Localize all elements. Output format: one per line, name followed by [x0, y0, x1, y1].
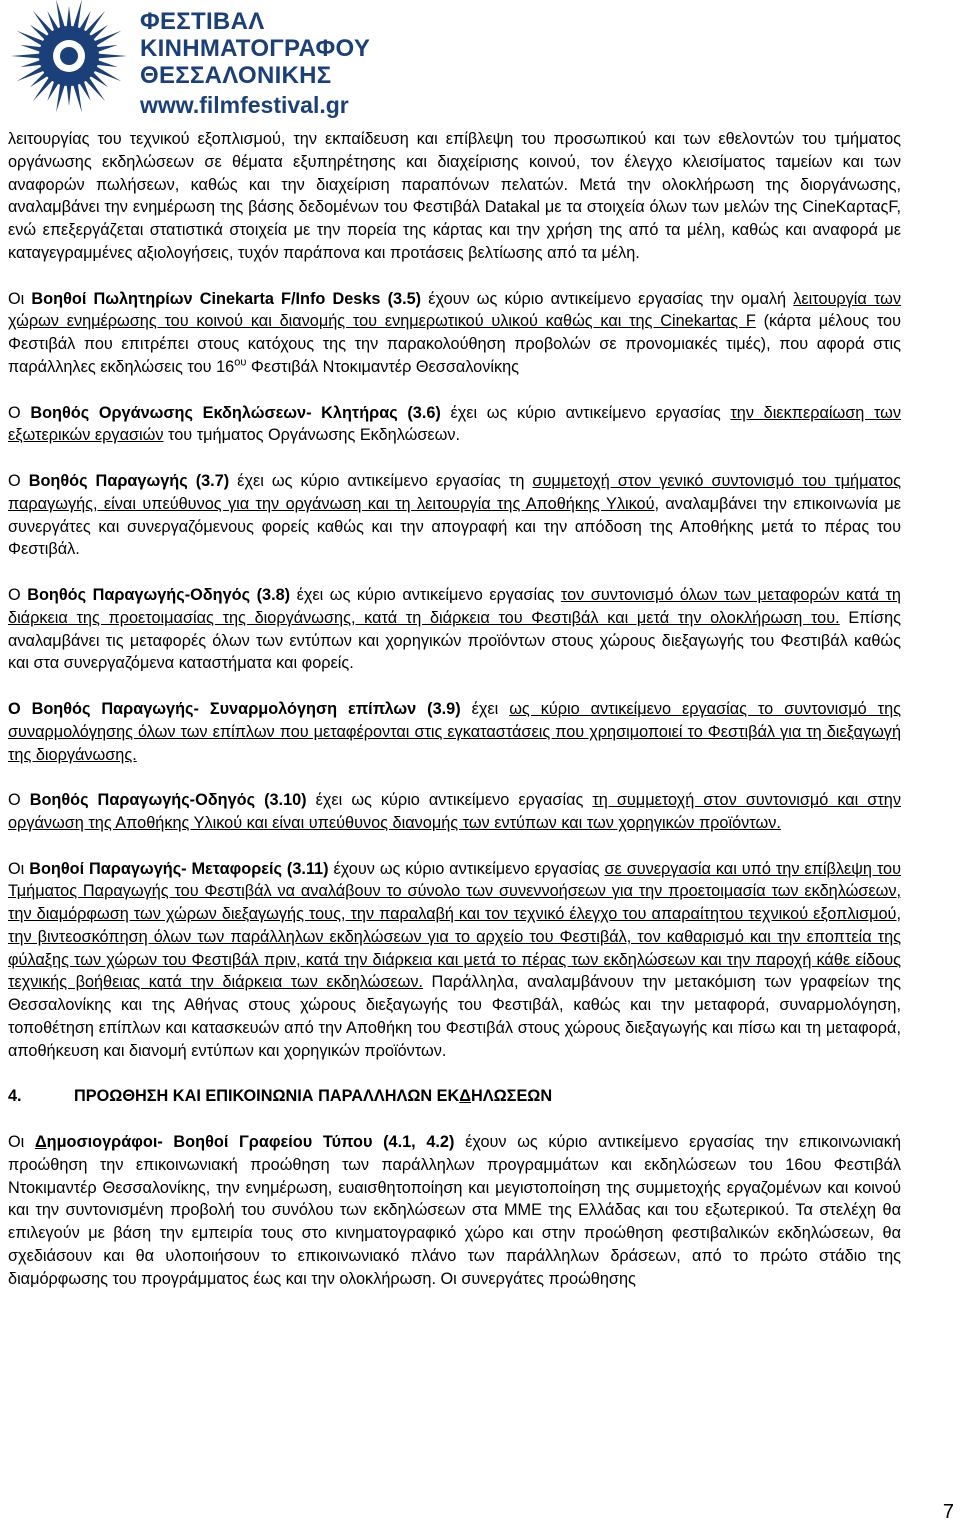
section-title-underlined-letter: Δ — [459, 1087, 471, 1106]
underlined-text: τον συντονισμό όλων των μεταφορών κατά τη διάρκεια της προετοιμασίας της διοργάνωσης, κατά τη διάρκεια του Φεστιβάλ και μετά την ολοκλήρωση του. — [8, 585, 901, 627]
text: Επίσης αναλαμβάνει τις μεταφορές όλων των εντύπων και χορηγικών προϊόντων στους χώρους διεξαγωγής του Φεστιβάλ καθώς και στα συνεργαζόμενα καταστήματα και φορείς. — [8, 608, 901, 673]
header — [0, 0, 960, 125]
logo-ray — [96, 45, 118, 52]
text: έχουν ως κύριο αντικείμενο εργασίας την επικοινωνιακή προώθηση την επικοινωνιακή προώθηση των παράλληλων προγραμμάτων και εκδηλώσεων του 16ου Φεστιβάλ Ντοκιμαντέρ Θεσσαλονίκης, την ενημέρωση, ευαισθητοποίηση και μεγιστοποίηση της συμμετοχής εργαζομένων και κοινού και την συντονισμένη προβολή του συνόλου των εκδηλώσεων στα ΜΜΕ της Ελλάδας και του εξωτερικού. Τα στελέχη θα επιλεγούν με βάση την εμπειρία τους στο κινηματογραφικό χώρο και στην προώθηση φεστιβαλικών εκδηλώσεων, θα σχεδιάσουν και θα υλοποιήσουν το επικοινωνιακό πλάνο των παράλληλων δράσεων, από το πρώτο στάδιο της διαμόρφωσης του προγράμματος έως και την ολοκλήρωση. Οι συνεργάτες προώθησης — [8, 1133, 901, 1288]
text: έχει ως κύριο αντικείμενο εργασίας — [290, 585, 561, 604]
logo-ray — [20, 60, 42, 67]
paragraph-info-desk-assistants — [8, 288, 901, 379]
paragraph-production-assistant — [8, 470, 901, 561]
text: έχει ως κύριο αντικείμενο εργασίας τη — [229, 471, 533, 490]
logo-ray — [56, 0, 65, 29]
text: έχει ως κύριο αντικείμενο εργασίας — [306, 791, 593, 810]
document-body — [8, 128, 901, 1291]
text: του τμήματος Οργάνωσης Εκδηλώσεων. — [163, 426, 461, 445]
underlined-text: σε συνεργασία και υπό την επίβλεψη του Τμήματος Παραγωγής του Φεστιβάλ να αναλάβουν το σύνολο των συνεννοήσεων για την προετοιμασία των εκδηλώσεων, την διαμόρφωση των χώρων διεξαγωγής τους, την παραλαβή και τον τεχνικό έλεγχο του απαραίτητου τεχνικού εξοπλισμού, την βιντεοσκόπηση όλων των παράλληλων εκδηλώσεων για το αρχείο του Φεστιβάλ, τον καθαρισμό και την εποπτεία της φύλαξης των χώρων του Φεστιβάλ πριν, κατά την διάρκεια και μετά το πέρας των εκδηλώσεων και την παροχή κάθε είδους τεχνικής βοήθειας κατά την διάρκεια των εκδηλώσεων. — [8, 859, 901, 992]
festival-name-line1: ΦΕΣΤΙΒΑΛ — [140, 8, 265, 35]
role-title: Βοηθός Παραγωγής (3.7) — [28, 471, 230, 490]
underlined-text: την διεκπεραίωση των εξωτερικών εργασιών — [8, 403, 902, 445]
logo-ray — [56, 83, 65, 113]
logo-ray — [67, 6, 72, 28]
text: , αναλαμβάνει την επικοινωνία με συνεργάτες και συνεργαζόμενους φορείς καθώς και την απογραφή και την απόδοση της Αποθήκης μετά το πέρας του Φεστιβάλ. — [8, 494, 901, 559]
underlined-text: ως κύριο αντικείμενο εργασίας το συντονισμό της συναρμολόγησης όλων των επίπλων που μεταφέρονται στις εγκαταστάσεις που χρησιμοποιεί το Φεστιβάλ για τη διεξαγωγή της διοργάνωσης. — [8, 699, 902, 764]
superscript: ου — [234, 356, 247, 369]
underlined-text: συμμετοχή στον γενικό συντονισμό του τμήματος παραγωγής, είναι υπεύθυνος για την οργάνωση και τη λειτουργία της Αποθήκης Υλικού — [8, 471, 901, 513]
logo-ray — [11, 54, 41, 59]
festival-name-line2: ΚΙΝΗΜΑΤΟΓΡΑΦΟΥ — [140, 35, 371, 62]
festival-name-line3: ΘΕΣΣΑΛΟΝΙΚΗΣ — [140, 62, 332, 89]
festival-star-logo-icon — [5, 0, 135, 125]
text: Παράλληλα, αναλαμβάνουν την μετακόμιση των γραφείων της Θεσσαλονίκης και της Αθήνας στους χώρους διεξαγωγής του Φεστιβάλ, καθώς και την μεταφορά, συναρμολόγηση, τοποθέτηση επίπλων και κατασκευών από την Αποθήκη του Φεστιβάλ στους χώρους διεξαγωγής και πίσω και τη μεταφορά, αποθήκευση και διανομή εντύπων και χορηγικών προϊόντων. — [8, 973, 901, 1060]
text: Ο — [8, 791, 30, 810]
paragraph-production-assistant-driver-2 — [8, 789, 901, 835]
section-title — [74, 1085, 552, 1108]
section-title-part: ΗΛΩΣΕΩΝ — [471, 1087, 553, 1106]
page-number: 7 — [942, 1501, 954, 1523]
logo-ray — [73, 83, 82, 113]
logo-ray — [84, 76, 105, 101]
role-title: Βοηθός Παραγωγής-Οδηγός (3.10) — [29, 791, 307, 810]
role-title — [35, 1133, 454, 1151]
role-title: Βοηθοί Παραγωγής- Μεταφορείς (3.11) — [29, 859, 329, 878]
text: έχει — [460, 699, 510, 718]
text: Ο — [8, 403, 31, 422]
role-title-underlined-letter: Δ — [34, 1133, 47, 1152]
text: (κάρτα μέλους του Φεστιβάλ που επιτρέπει στους κατόχους της την παρακολούθηση προβολών σε προνομιακές τιμές), που αφορά στις παράλληλες εκδηλώσεις του 16 — [8, 312, 901, 376]
text: Οι — [8, 1133, 35, 1152]
logo-ray — [96, 60, 118, 67]
role-title: Ο Βοηθός Παραγωγής- Συναρμολόγηση επίπλων (3.9) — [8, 699, 461, 718]
paragraph-production-movers — [8, 858, 901, 1063]
paragraph-box-office-manager-continued — [8, 128, 901, 265]
festival-url: www.filmfestival.gr — [140, 92, 349, 118]
text: Οι — [8, 859, 30, 878]
logo-ray — [33, 11, 54, 36]
text: έχει ως κύριο αντικείμενο εργασίας — [440, 403, 731, 422]
section-heading — [8, 1085, 901, 1108]
section-number: 4. — [8, 1087, 22, 1106]
logo-ray — [97, 54, 127, 59]
underlined-text: λειτουργία των χώρων ενημέρωσης του κοινού και διανομής του ενημερωτικού υλικού καθώς και της Cinekartας F — [8, 289, 902, 331]
text: έχουν ως κύριο αντικείμενο εργασίας — [328, 859, 605, 878]
festival-name — [140, 8, 370, 119]
role-title: Βοηθοί Πωλητηρίων Cinekarta F/Info Desks (3.5) — [31, 289, 422, 308]
paragraph-production-assistant-driver — [8, 584, 901, 675]
paragraph-events-assistant-courier — [8, 402, 901, 448]
text: Ο — [8, 585, 28, 604]
role-title: Βοηθός Οργάνωσης Εκδηλώσεων- Κλητήρας (3.6) — [30, 403, 441, 422]
logo-ray — [33, 76, 54, 101]
text: Οι — [8, 289, 32, 308]
paragraph-press-office — [8, 1131, 901, 1291]
underlined-text: τη συμμετοχή στον συντονισμό και στην οργάνωση της Αποθήκης Υλικού και είναι υπεύθυνος διανομής των εντύπων και των χορηγικών προϊόντων. — [8, 791, 901, 832]
role-title: Βοηθός Παραγωγής-Οδηγός (3.8) — [27, 585, 291, 604]
section-title-part: ΠΡΟΩΘΗΣΗ ΚΑΙ ΕΠΙΚΟΙΝΩΝΙΑ ΠΑΡΑΛΛΗΛΩΝ ΕΚ — [74, 1087, 460, 1106]
text: έχουν ως κύριο αντικείμενο εργασίας την ομαλή — [421, 289, 794, 308]
logo-ray — [20, 45, 42, 52]
paragraph-furniture-assembly — [8, 698, 901, 766]
text: Φεστιβάλ Ντοκιμαντέρ Θεσσαλονίκης — [246, 357, 520, 376]
logo-ray — [73, 0, 82, 29]
paragraph-text: λειτουργίας του τεχνικού εξοπλισμού, την εκπαίδευση και επίβλεψη του προσωπικού και των εθελοντών του τμήματος οργάνωσης εκδηλώσεων σε θέματα εξυπηρέτησης και διαχείρισης κοινού, τον έλεγχο κλεισίματος ταμείων και των αναφορών πωλήσεων, καθώς και την διαχείριση παραπόνων πελατών. Μετά την ολοκλήρωση της διοργάνωσης, αναλαμβάνει την ενημέρωση της βάσης δεδομένων του Φεστιβάλ Datakal με τα στοιχεία όλων των μελών της CineΚαρταςF, ενώ επεξεργάζεται στατιστικά στοιχεία με την πορεία της κάρτας και την χρήση της από τα μέλη, καθώς και αναφορά με καταγεγραμμένες αξιολογήσεις, τυχόν παράπονα και προτάσεις βελτίωσης από τα μέλη. — [8, 130, 901, 262]
logo-ray — [67, 84, 72, 106]
text: Ο — [8, 471, 29, 490]
role-title-text: ημοσιογράφοι- Βοηθοί Γραφείου Τύπου (4.1, 4.2) — [46, 1133, 455, 1152]
logo-ray — [84, 11, 105, 36]
